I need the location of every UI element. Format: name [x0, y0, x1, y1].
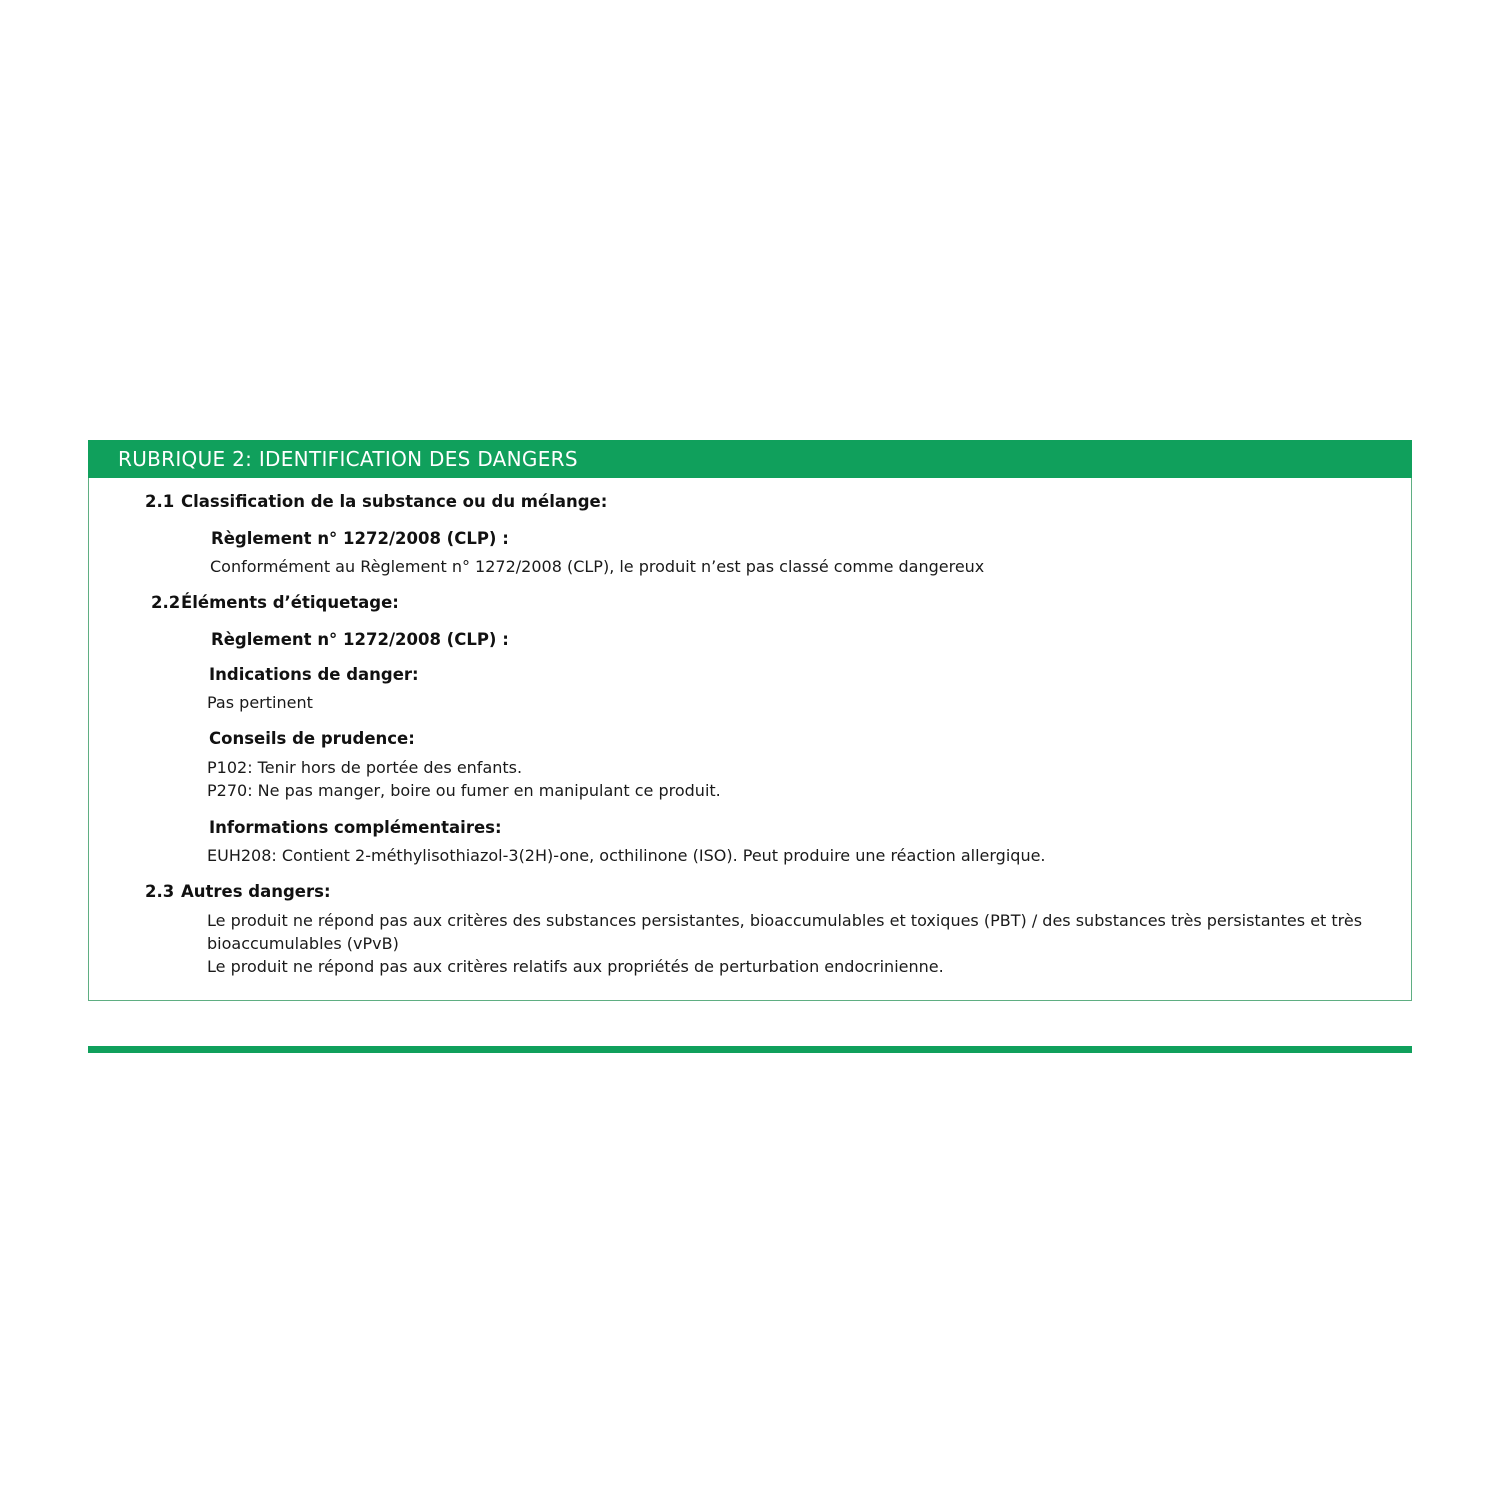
- footer-accent-bar: [88, 1046, 1412, 1053]
- section-body: [89, 478, 1411, 1000]
- subsection-2-3: [115, 882, 1385, 901]
- subsection-2-3-number: 2.3: [145, 882, 175, 901]
- subsection-2-1: [115, 492, 1385, 511]
- section-header-title: RUBRIQUE 2: IDENTIFICATION DES DANGERS: [88, 440, 1412, 478]
- precautionary-statement-p270: P270: Ne pas manger, boire ou fumer en manipulant ce produit.: [207, 781, 721, 800]
- supplemental-information-label: Informations complémentaires:: [209, 818, 502, 837]
- other-hazards-paragraph-2: Le produit ne répond pas aux critères relatifs aux propriétés de perturbation endocrinienne.: [207, 957, 944, 976]
- subsection-2-2-regulation-label: Règlement n° 1272/2008 (CLP) :: [211, 630, 509, 649]
- subsection-2-1-title: Classification de la substance ou du mélange:: [181, 492, 608, 511]
- subsection-2-2-number: 2.2: [151, 593, 181, 612]
- other-hazards-paragraph-1: Le produit ne répond pas aux critères des substances persistantes, bioaccumulables et toxiques (PBT) / des substances très persistantes et très bioaccumulables (vPvB): [207, 911, 1363, 953]
- subsection-2-3-title: Autres dangers:: [181, 882, 331, 901]
- other-hazards-text: [115, 909, 1385, 978]
- safety-data-sheet-section: [88, 440, 1412, 1001]
- hazard-statements-label: Indications de danger:: [209, 665, 419, 684]
- subsection-2-1-regulation-label: Règlement n° 1272/2008 (CLP) :: [211, 529, 509, 548]
- subsection-2-2-title: Éléments d’étiquetage:: [181, 593, 399, 612]
- precautionary-statements-label: Conseils de prudence:: [209, 729, 415, 748]
- section-content-box: [88, 478, 1412, 1001]
- subsection-2-1-classification-text: Conformément au Règlement n° 1272/2008 (CLP), le produit n’est pas classé comme dangereux: [210, 557, 985, 576]
- precautionary-statement-p102: P102: Tenir hors de portée des enfants.: [207, 758, 523, 777]
- hazard-statements-text: Pas pertinent: [207, 693, 313, 712]
- precautionary-statements-text: [115, 756, 1385, 802]
- subsection-2-1-number: 2.1: [145, 492, 175, 511]
- supplemental-information-text: EUH208: Contient 2-méthylisothiazol-3(2H)-one, octhilinone (ISO). Peut produire une réaction allergique.: [207, 846, 1046, 865]
- subsection-2-2: [115, 593, 1385, 612]
